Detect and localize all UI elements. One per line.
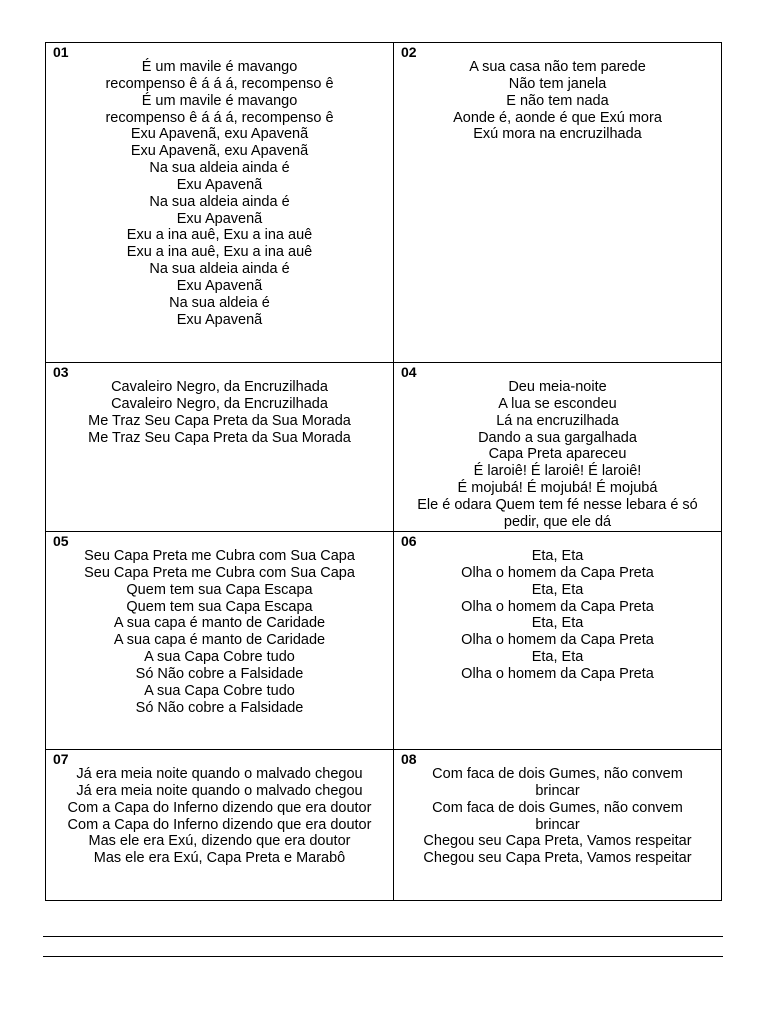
song-number: 06 bbox=[401, 533, 417, 549]
song-number: 03 bbox=[53, 364, 69, 380]
lyric-line: Eta, Eta bbox=[531, 649, 584, 666]
lyric-line: recompenso ê á á á, recompenso ê bbox=[105, 109, 334, 126]
lyric-line: Seu Capa Preta me Cubra com Sua Capa bbox=[84, 564, 355, 581]
lyric-line: Olha o homem da Capa Preta bbox=[461, 598, 654, 615]
song-lyrics bbox=[50, 548, 389, 716]
song-cell-08 bbox=[394, 750, 722, 901]
lyric-line: A sua Capa Cobre tudo bbox=[144, 682, 295, 699]
lyric-line: É mojubá! É mojubá! É mojubá bbox=[457, 480, 658, 497]
lyric-line: Capa Preta apareceu bbox=[488, 446, 627, 463]
lyric-line: Exu a ina auê, Exu a ina auê bbox=[126, 244, 313, 261]
lyric-line: Aonde é, aonde é que Exú mora bbox=[453, 109, 662, 126]
lyric-line: Exu Apavenã bbox=[176, 311, 263, 328]
lyric-line: Deu meia-noite bbox=[508, 379, 607, 395]
lyric-line: Me Traz Seu Capa Preta da Sua Morada bbox=[88, 412, 351, 429]
lyric-line: Cavaleiro Negro, da Encruzilhada bbox=[111, 395, 328, 412]
lyric-line: Exu Apavenã bbox=[176, 210, 263, 227]
lyric-line: A sua capa é manto de Caridade bbox=[113, 615, 326, 632]
lyric-line: Quem tem sua Capa Escapa bbox=[126, 581, 313, 598]
lyric-line: Exu Apavenã, exu Apavenã bbox=[130, 126, 309, 143]
lyric-line: Com faca de dois Gumes, não convem bbox=[432, 766, 683, 782]
song-cell-06 bbox=[394, 532, 722, 750]
footer-rule-top bbox=[43, 936, 723, 937]
lyric-line: Chegou seu Capa Preta, Vamos respeitar bbox=[423, 850, 692, 867]
song-number: 01 bbox=[53, 44, 69, 60]
song-lyrics bbox=[50, 379, 389, 446]
lyric-line: Olha o homem da Capa Preta bbox=[461, 665, 654, 682]
lyric-line: A lua se escondeu bbox=[498, 395, 617, 412]
lyric-line: Na sua aldeia ainda é bbox=[149, 193, 290, 210]
song-number: 05 bbox=[53, 533, 69, 549]
song-lyrics bbox=[398, 548, 717, 683]
song-cell-04 bbox=[394, 363, 722, 532]
lyric-line: Olha o homem da Capa Preta bbox=[461, 564, 654, 581]
song-lyrics bbox=[398, 379, 717, 531]
lyric-line: Exu Apavenã bbox=[176, 277, 263, 294]
lyric-line: Com a Capa do Inferno dizendo que era doutor bbox=[67, 816, 372, 833]
song-number: 08 bbox=[401, 751, 417, 767]
lyric-line: Eta, Eta bbox=[531, 581, 584, 598]
lyric-line: É um mavile é mavango bbox=[141, 59, 298, 75]
lyric-line: Com a Capa do Inferno dizendo que era doutor bbox=[67, 799, 372, 816]
lyric-line: Exu Apavenã, exu Apavenã bbox=[130, 143, 309, 160]
lyric-line: Só Não cobre a Falsidade bbox=[135, 665, 304, 682]
lyric-line: Eta, Eta bbox=[531, 548, 584, 564]
footer-rule-bottom bbox=[43, 956, 723, 957]
lyric-line: Na sua aldeia ainda é bbox=[149, 261, 290, 278]
lyric-line: Eta, Eta bbox=[531, 615, 584, 632]
song-cell-07 bbox=[46, 750, 394, 901]
lyric-line: Olha o homem da Capa Preta bbox=[461, 632, 654, 649]
songs-table bbox=[45, 42, 722, 901]
lyric-line: Ele é odara Quem tem fé nesse lebara é só bbox=[417, 496, 698, 513]
lyric-line: Não tem janela bbox=[508, 75, 607, 92]
lyric-line: Quem tem sua Capa Escapa bbox=[126, 598, 313, 615]
lyric-line: Cavaleiro Negro, da Encruzilhada bbox=[111, 379, 328, 395]
song-lyrics bbox=[50, 59, 389, 329]
lyric-line: Só Não cobre a Falsidade bbox=[135, 699, 304, 716]
lyric-line: Dando a sua gargalhada bbox=[478, 429, 637, 446]
lyric-line: Seu Capa Preta me Cubra com Sua Capa bbox=[84, 548, 355, 564]
lyric-line: A sua capa é manto de Caridade bbox=[113, 632, 326, 649]
song-number: 04 bbox=[401, 364, 417, 380]
lyric-line: pedir, que ele dá bbox=[503, 513, 612, 530]
lyric-line: Chegou seu Capa Preta, Vamos respeitar bbox=[423, 833, 692, 850]
lyric-line: recompenso ê á á á, recompenso ê bbox=[105, 75, 334, 92]
lyric-line: Exu Apavenã bbox=[176, 176, 263, 193]
song-lyrics bbox=[50, 766, 389, 867]
lyric-line: É laroiê! É laroiê! É laroiê! bbox=[473, 463, 642, 480]
lyric-line: A sua casa não tem parede bbox=[469, 59, 646, 75]
lyric-line: A sua Capa Cobre tudo bbox=[144, 649, 295, 666]
lyric-line: E não tem nada bbox=[506, 92, 609, 109]
lyric-line: Já era meia noite quando o malvado chegou bbox=[76, 766, 363, 782]
song-cell-05 bbox=[46, 532, 394, 750]
lyric-line: Exú mora na encruzilhada bbox=[473, 126, 642, 143]
lyric-line: Lá na encruzilhada bbox=[496, 412, 619, 429]
lyric-line: brincar bbox=[535, 816, 580, 833]
song-lyrics bbox=[398, 59, 717, 143]
lyric-line: Mas ele era Exú, Capa Preta e Marabô bbox=[93, 850, 346, 867]
song-cell-03 bbox=[46, 363, 394, 532]
lyric-line: Exu a ina auê, Exu a ina auê bbox=[126, 227, 313, 244]
lyric-line: brincar bbox=[535, 782, 580, 799]
lyric-line: Na sua aldeia ainda é bbox=[149, 160, 290, 177]
song-number: 07 bbox=[53, 751, 69, 767]
song-number: 02 bbox=[401, 44, 417, 60]
lyric-line: Me Traz Seu Capa Preta da Sua Morada bbox=[88, 429, 351, 446]
lyric-line: Mas ele era Exú, dizendo que era doutor bbox=[88, 833, 351, 850]
song-cell-01 bbox=[46, 43, 394, 363]
song-cell-02 bbox=[394, 43, 722, 363]
song-lyrics bbox=[398, 766, 717, 867]
lyric-line: Já era meia noite quando o malvado chegou bbox=[76, 782, 363, 799]
lyric-line: Na sua aldeia é bbox=[169, 294, 270, 311]
lyric-line: Com faca de dois Gumes, não convem bbox=[432, 799, 683, 816]
lyric-line: É um mavile é mavango bbox=[141, 92, 298, 109]
